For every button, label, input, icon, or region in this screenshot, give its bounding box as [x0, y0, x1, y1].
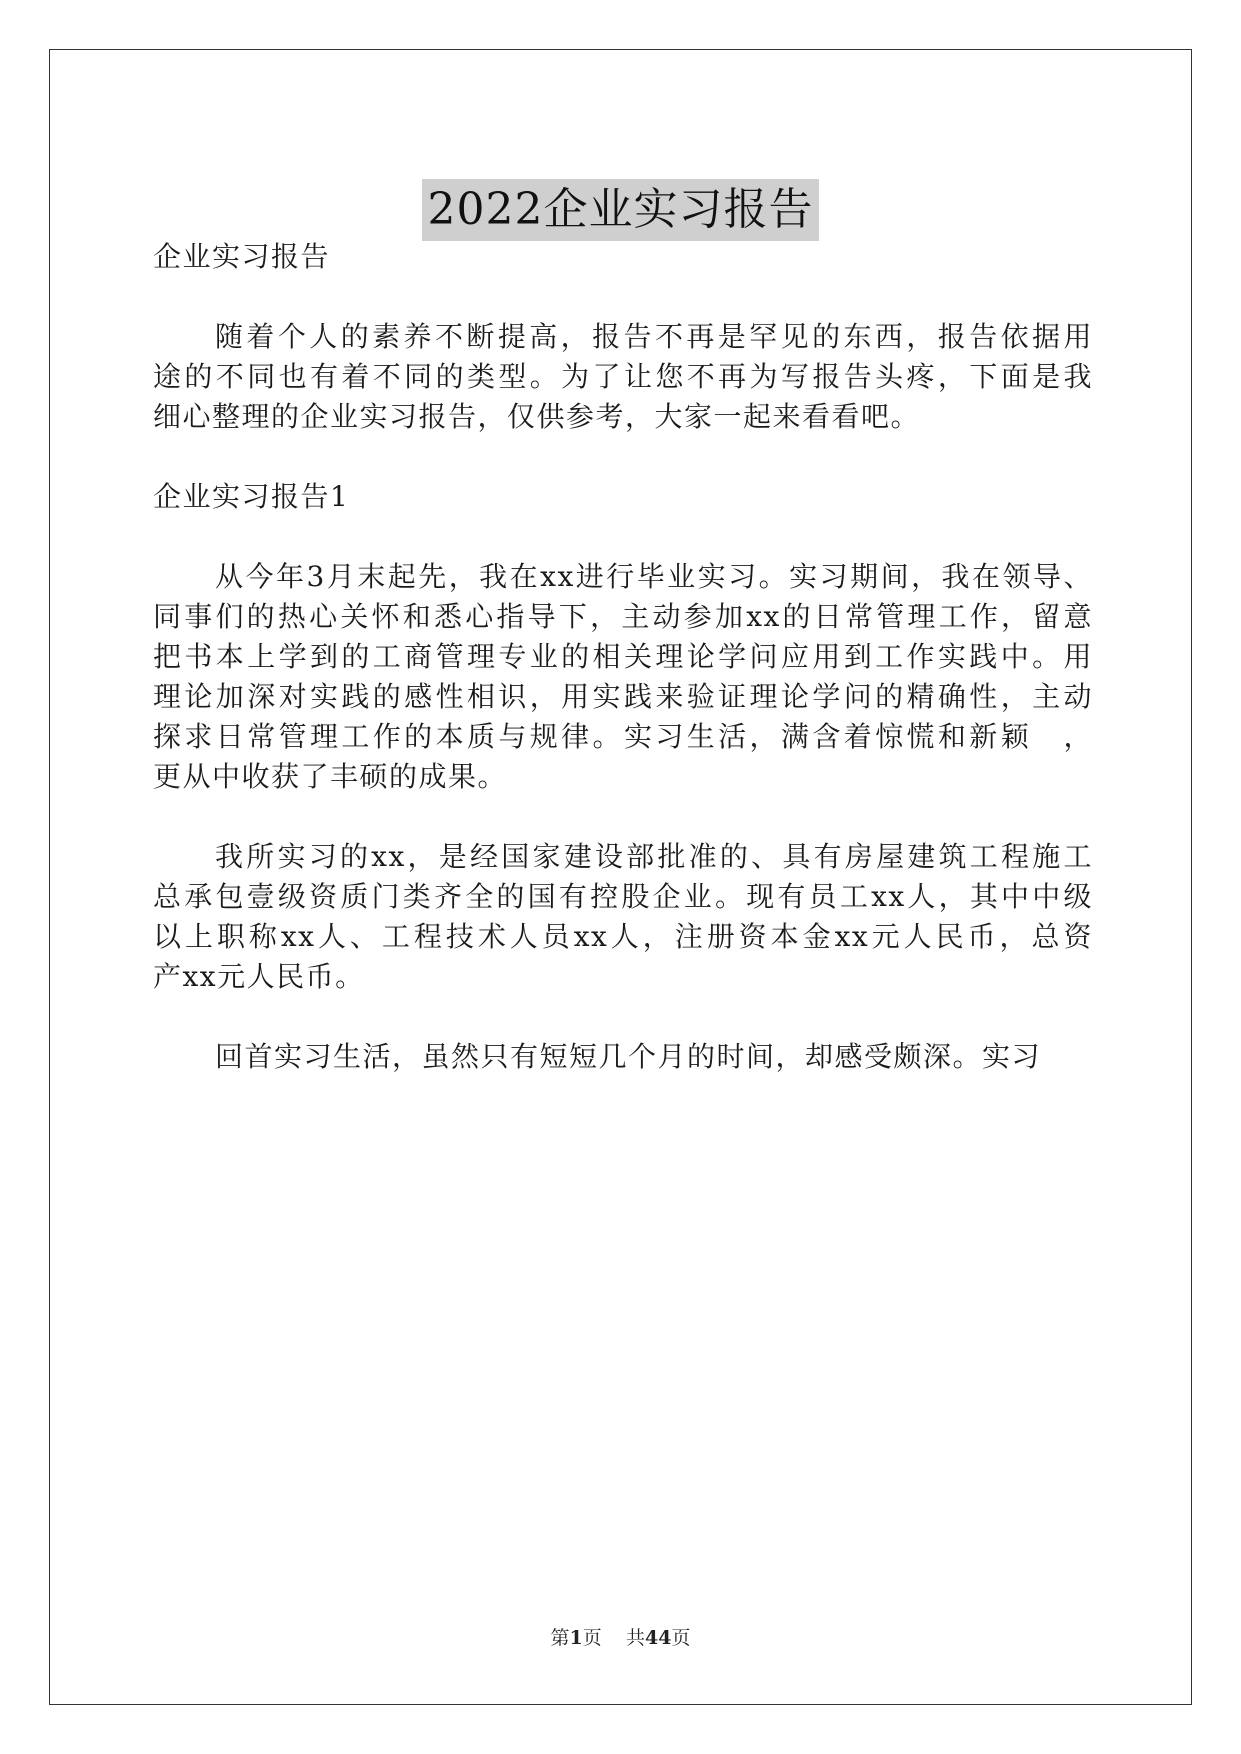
paragraph-gap	[153, 997, 1093, 1037]
text-line: 同事们的热心关怀和悉心指导下，主动参加xx的日常管理工作，留意	[153, 600, 1093, 633]
text-line: 更从中收获了丰硕的成果。	[153, 760, 508, 793]
document-body	[153, 237, 1093, 1077]
text-line: 企业实习报告1	[153, 480, 350, 513]
footer-total-prefix: 共	[625, 1627, 645, 1649]
text-line: 把书本上学到的工商管理专业的相关理论学问应用到工作实践中。用	[153, 640, 1093, 673]
text-line: 探求日常管理工作的本质与规律。实习生活，满含着惊慌和新颖 ，	[153, 720, 1093, 753]
paragraph-gap	[153, 797, 1093, 837]
text-line: 途的不同也有着不同的类型。为了让您不再为写报告头疼，下面是我	[153, 360, 1093, 393]
page-footer	[0, 1626, 1241, 1650]
paragraph	[153, 237, 1093, 277]
text-line: 理论加深对实践的感性相识，用实践来验证理论学问的精确性，主动	[153, 680, 1093, 713]
text-line: 细心整理的企业实习报告，仅供参考，大家一起来看看吧。	[153, 400, 921, 433]
text-line: 我所实习的xx，是经国家建设部批准的、具有房屋建筑工程施工	[215, 840, 1093, 873]
paragraph-gap	[153, 437, 1093, 477]
text-line: 以上职称xx人、工程技术人员xx人，注册资本金xx元人民币，总资	[153, 920, 1093, 953]
paragraph	[153, 317, 1093, 437]
footer-page-prefix: 第	[550, 1627, 570, 1649]
paragraph	[153, 477, 1093, 517]
text-line: 企业实习报告	[153, 240, 331, 273]
footer-total-pages: 44	[644, 1627, 672, 1649]
paragraph-gap	[153, 517, 1093, 557]
paragraph-gap	[153, 277, 1093, 317]
text-line: 产xx元人民币。	[153, 960, 365, 993]
footer-page-suffix: 页	[582, 1627, 602, 1649]
footer-total-suffix: 页	[671, 1627, 691, 1649]
text-line: 从今年3月末起先，我在xx进行毕业实习。实习期间，我在领导、	[215, 560, 1093, 593]
document-title: 2022企业实习报告	[422, 179, 820, 241]
text-line: 回首实习生活，虽然只有短短几个月的时间，却感受颇深。实习	[215, 1040, 1042, 1073]
text-line: 随着个人的素养不断提高，报告不再是罕见的东西，报告依据用	[215, 320, 1093, 353]
paragraph	[153, 1037, 1093, 1077]
text-line: 总承包壹级资质门类齐全的国有控股企业。现有员工xx人，其中中级	[153, 880, 1093, 913]
paragraph	[153, 837, 1093, 997]
footer-page-number: 1	[569, 1627, 583, 1649]
paragraph	[153, 557, 1093, 797]
